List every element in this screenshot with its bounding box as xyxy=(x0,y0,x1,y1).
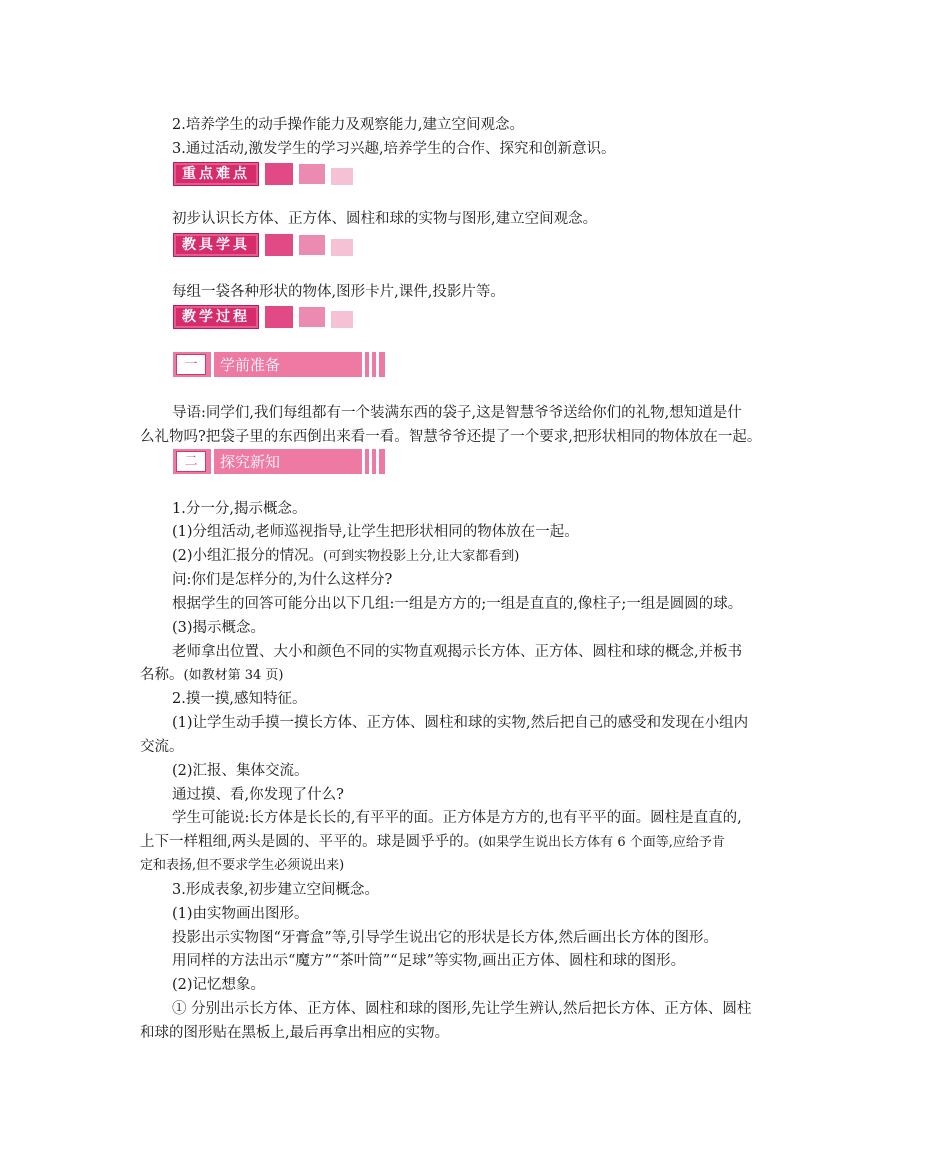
step-stripe xyxy=(376,449,379,474)
text-line: 根据学生的回答可能分出以下几组:一组是方方的;一组是直直的,像柱子;一组是圆圆的球。 xyxy=(172,596,743,612)
text-line: 投影出示实物图“牙膏盒”等,引导学生说出它的形状是长方体,然后画出长方体的图形。 xyxy=(172,930,719,946)
text-line: 用同样的方法出示“魔方”“茶叶筒”“足球”等实物,画出正方体、圆柱和球的图形。 xyxy=(172,953,686,969)
text-line xyxy=(140,831,820,854)
text-line: 通过摸、看,你发现了什么? xyxy=(172,787,344,803)
text-line xyxy=(172,545,820,568)
section-process-header xyxy=(173,305,353,329)
section-key-points-header xyxy=(173,162,353,186)
step-separator xyxy=(211,352,214,377)
step-1-paragraph-line: 导语:同学们,我们每组都有一个装满东西的袋子,这是智慧爷爷送给你们的礼物,想知道是什 xyxy=(172,405,742,421)
step-2-title: 探究新知 xyxy=(220,453,281,471)
text-line: 问:你们是怎样分的,为什么这样分? xyxy=(172,572,393,588)
step-stripe xyxy=(369,449,372,474)
step-2-bar xyxy=(173,449,385,474)
step-1-paragraph-line: 么礼物吗?把袋子里的东西倒出来看一看。智慧爷爷还提了一个要求,把形状相同的物体放在一起。 xyxy=(140,429,762,445)
text-main: 名称。 xyxy=(140,667,184,683)
tools-text: 每组一袋各种形状的物体,图形卡片,课件,投影片等。 xyxy=(172,284,505,300)
text-line: ① 分别出示长方体、正方体、圆柱和球的图形,先让学生辨认,然后把长方体、正方体、圆柱 xyxy=(172,1001,752,1017)
text-line: 老师拿出位置、大小和颜色不同的实物直观揭示长方体、正方体、圆柱和球的概念,并板书 xyxy=(172,644,743,660)
header-decor-square xyxy=(265,163,293,185)
text-main: 上下一样粗细,两头是圆的、平平的。球是圆乎乎的。 xyxy=(140,834,479,850)
text-main: (2)小组汇报分的情况。 xyxy=(172,548,324,564)
header-decor-square xyxy=(299,235,325,255)
goal-3: 3.通过活动,激发学生的学习兴趣,培养学生的合作、探究和创新意识。 xyxy=(172,141,616,157)
step-1-title: 学前准备 xyxy=(220,356,281,374)
text-line: (1)分组活动,老师巡视指导,让学生把形状相同的物体放在一起。 xyxy=(172,524,579,540)
text-line: 1.分一分,揭示概念。 xyxy=(172,501,307,517)
section-tools-header xyxy=(173,233,353,257)
text-note: (如果学生说出长方体有 6 个面等,应给予肯 xyxy=(478,835,725,850)
step-2-number: 二 xyxy=(176,451,206,472)
step-stripe xyxy=(376,352,379,377)
header-decor-square xyxy=(299,164,325,184)
text-line: 定和表扬,但不要求学生必须说出来) xyxy=(140,858,345,873)
step-stripe xyxy=(362,352,365,377)
text-line: (2)记忆想象。 xyxy=(172,977,266,993)
header-decor-square xyxy=(331,168,353,185)
step-stripe xyxy=(362,449,365,474)
text-line: (1)由实物画出图形。 xyxy=(172,906,309,922)
step-1-bar xyxy=(173,352,385,377)
key-points-text: 初步认识长方体、正方体、圆柱和球的实物与图形,建立空间观念。 xyxy=(172,211,598,227)
text-line: (2)汇报、集体交流。 xyxy=(172,763,309,779)
text-line: 3.形成表象,初步建立空间概念。 xyxy=(172,882,379,898)
section-key-points-label: 重点难点 xyxy=(173,162,259,186)
text-line: 学生可能说:长方体是长长的,有平平的面。正方体是方方的,也有平平的面。圆柱是直直的, xyxy=(172,810,742,826)
text-line: (1)让学生动手摸一摸长方体、正方体、圆柱和球的实物,然后把自己的感受和发现在小组内 xyxy=(172,715,749,731)
text-note: (可到实物投影上分,让大家都看到) xyxy=(323,549,520,564)
text-line: 2.摸一摸,感知特征。 xyxy=(172,691,307,707)
header-decor-square xyxy=(331,311,353,328)
goal-2: 2.培养学生的动手操作能力及观察能力,建立空间观念。 xyxy=(172,117,524,133)
step-1-number: 一 xyxy=(176,354,206,375)
section-process-label: 教学过程 xyxy=(173,305,259,329)
section-tools-label: 教具学具 xyxy=(173,233,259,257)
header-decor-square xyxy=(331,239,353,256)
text-line: (3)揭示概念。 xyxy=(172,620,266,636)
header-decor-square xyxy=(299,307,325,327)
text-line: 交流。 xyxy=(140,739,184,755)
text-line: 和球的图形贴在黑板上,最后再拿出相应的实物。 xyxy=(140,1025,450,1041)
step-stripe xyxy=(369,352,372,377)
text-note: (如教材第 34 页) xyxy=(183,668,284,683)
header-decor-square xyxy=(265,234,293,256)
step-separator xyxy=(211,449,214,474)
header-decor-square xyxy=(265,306,293,328)
text-line xyxy=(140,664,820,687)
